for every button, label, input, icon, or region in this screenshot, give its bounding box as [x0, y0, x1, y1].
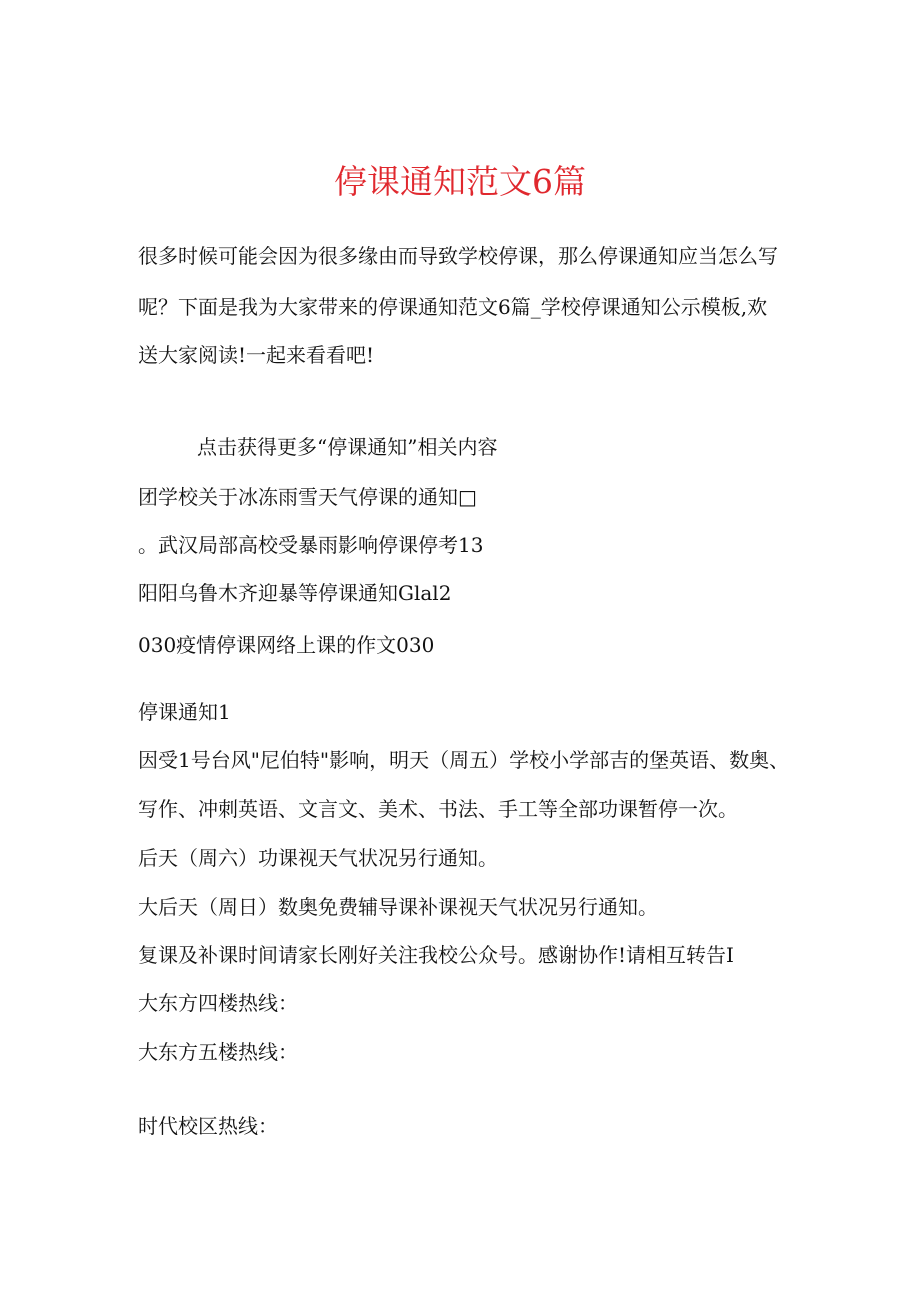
- hotline-5f: 大东方五楼热线：: [138, 1040, 298, 1064]
- section-title: 停课通知1: [138, 700, 231, 724]
- body-line-1: 因受1号台风"尼伯特"影响，明天（周五）学校小学部吉的堡英语、数奥、: [138, 748, 790, 772]
- related-heading: 点击获得更多“停课通知”相关内容: [197, 435, 498, 459]
- related-link-1[interactable]: 团学校关于冰冻雨雪天气停课的通知□: [138, 485, 477, 509]
- intro-line-2: 呢？下面是我为大家带来的停课通知范文6篇_学校停课通知公示模板,欢: [138, 295, 768, 319]
- related-link-4[interactable]: 030疫情停课网络上课的作文030: [138, 633, 435, 657]
- hotline-4f: 大东方四楼热线：: [138, 991, 298, 1015]
- body-line-5: 复课及补课时间请家长刚好关注我校公众号。感谢协作!请相互转告I: [138, 943, 734, 967]
- body-line-4: 大后天（周日）数奥免费辅导课补课视天气状况另行通知。: [138, 895, 658, 919]
- related-link-3[interactable]: 阳阳乌鲁木齐迎暴等停课通知Glal2: [138, 581, 452, 605]
- intro-line-3: 送大家阅读!一起来看看吧!: [138, 343, 375, 367]
- hotline-shidai: 时代校区热线：: [138, 1114, 278, 1138]
- body-line-3: 后天（周六）功课视天气状况另行通知。: [138, 846, 498, 870]
- related-link-2[interactable]: 。武汉局部高校受暴雨影响停课停考13: [138, 533, 484, 557]
- body-line-2: 写作、冲刺英语、文言文、美术、书法、手工等全部功课暂停一次。: [138, 797, 738, 821]
- intro-line-1: 很多时候可能会因为很多缘由而导致学校停课，那么停课通知应当怎么写: [138, 244, 778, 268]
- document-title: 停课通知范文6篇: [334, 162, 586, 201]
